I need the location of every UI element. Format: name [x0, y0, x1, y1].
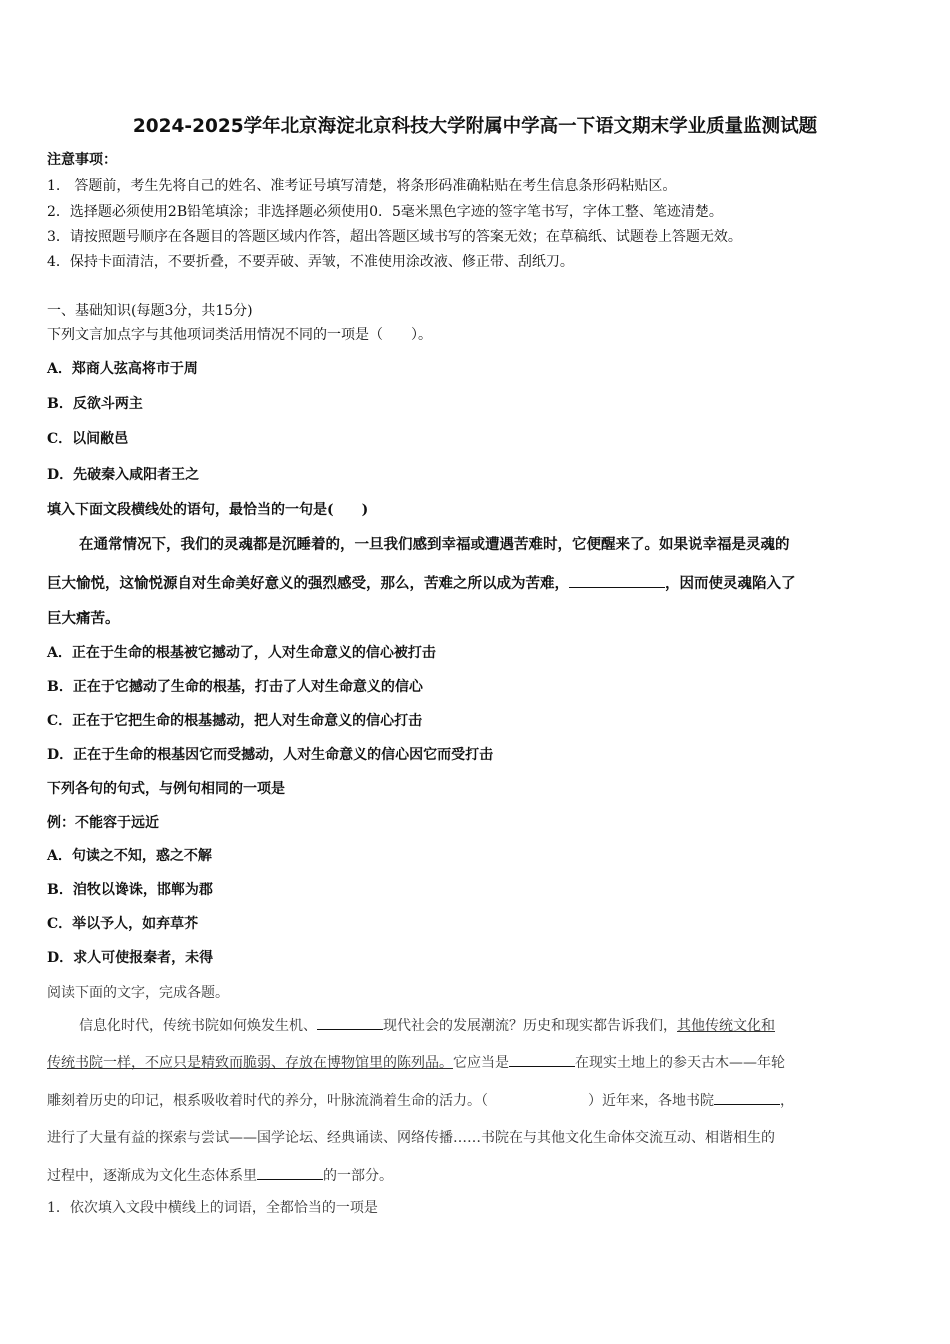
notice-item: 4．保持卡面清洁，不要折叠，不要弄破、弄皱，不准使用涂改液、修正带、刮纸刀。: [47, 254, 574, 270]
fill-blank: [509, 1052, 575, 1067]
option-c: C．举以予人，如弃草芥: [47, 916, 199, 932]
question-stem: 1．依次填入文段中横线上的词语，全都恰当的一项是: [47, 1200, 378, 1216]
reading-text: ，: [780, 1093, 794, 1109]
reading-line: 进行了大量有益的探索与尝试——国学论坛、经典诵读、网络传播……书院在与其他文化生命体交流互动、相谐相生的: [47, 1130, 775, 1146]
option-a: A．郑商人弦高将市于周: [47, 361, 198, 377]
underlined-text: 传统书院一样，不应只是精致而脆弱、存放在博物馆里的陈列品。: [47, 1055, 453, 1071]
passage-line: 巨大痛苦。: [47, 610, 120, 627]
notice-item: 3．请按照题号顺序在各题目的答题区域内作答，超出答题区域书写的答案无效；在草稿纸、试题卷上答题无效。: [47, 229, 742, 245]
option-d: D．正在于生命的根基因它而受撼动，人对生命意义的信心因它而受打击: [47, 747, 494, 763]
reading-text: ）近年来，各地书院: [588, 1093, 714, 1109]
option-c: C．正在于它把生命的根基撼动，把人对生命意义的信心打击: [47, 713, 423, 729]
option-d: D．先破秦入咸阳者王之: [47, 467, 200, 483]
reading-text: 信息化时代，传统书院如何焕发生机、: [79, 1018, 317, 1034]
reading-text: 它应当是: [453, 1055, 509, 1071]
option-c: C．以间敝邑: [47, 431, 129, 447]
passage-line: [47, 573, 796, 594]
example-sentence: 例：不能容于远近: [47, 815, 159, 831]
passage-text: ，因而使灵魂陷入了: [665, 575, 796, 592]
option-a: A．正在于生命的根基被它撼动了，人对生命意义的信心被打击: [47, 645, 436, 661]
fill-blank: [569, 573, 665, 588]
reading-text: 过程中，逐渐成为文化生态体系里: [47, 1168, 257, 1184]
fill-blank: [257, 1165, 323, 1180]
section-heading: 一、基础知识(每题3分，共15分): [47, 303, 253, 319]
option-a: A．句读之不知，惑之不解: [47, 848, 212, 864]
underlined-text: 其他传统文化和: [677, 1018, 775, 1034]
reading-intro: 阅读下面的文字，完成各题。: [47, 985, 229, 1001]
question-stem: 下列各句的句式，与例句相同的一项是: [47, 781, 285, 797]
notice-heading: 注意事项：: [47, 152, 117, 168]
reading-line: [79, 1015, 775, 1036]
option-b: B．洎牧以谗诛，邯郸为郡: [47, 882, 213, 898]
page-title: 2024-2025学年北京海淀北京科技大学附属中学高一下语文期末学业质量监测试题: [132, 116, 818, 137]
passage-line: 在通常情况下，我们的灵魂都是沉睡着的，一旦我们感到幸福或遭遇苦难时，它便醒来了。如果说幸福是灵魂的: [79, 536, 790, 553]
reading-line: [47, 1090, 794, 1111]
fill-blank: [714, 1090, 780, 1105]
option-d: D．求人可使报秦者，未得: [47, 950, 214, 966]
notice-item: 1. 答题前，考生先将自己的姓名、准考证号填写清楚，将条形码准确粘贴在考生信息条形码粘贴区。: [47, 178, 677, 194]
reading-text: 现代社会的发展潮流？历史和现实都告诉我们，: [383, 1018, 677, 1034]
reading-text: 雕刻着历史的印记，根系吸收着时代的养分，叶脉流淌着生命的活力。（: [47, 1093, 488, 1109]
notice-item: 2．选择题必须使用2B铅笔填涂；非选择题必须使用0．5毫米黑色字迹的签字笔书写，字体工整、笔迹清楚。: [47, 204, 723, 220]
option-b: B．正在于它撼动了生命的根基，打击了人对生命意义的信心: [47, 679, 423, 695]
question-stem: 填入下面文段横线处的语句，最恰当的一句是( ): [47, 502, 369, 518]
reading-text: 的一部分。: [323, 1168, 393, 1184]
question-stem: 下列文言加点字与其他项词类活用情况不同的一项是（ ）。: [47, 327, 432, 343]
reading-text: 在现实土地上的参天古木——年轮: [575, 1055, 785, 1071]
option-b: B．反欲斗两主: [47, 396, 143, 412]
reading-line: [47, 1165, 393, 1186]
passage-text: 巨大愉悦，这愉悦源自对生命美好意义的强烈感受，那么，苦难之所以成为苦难，: [47, 575, 569, 592]
reading-line: [47, 1052, 785, 1073]
fill-blank: [317, 1015, 383, 1030]
